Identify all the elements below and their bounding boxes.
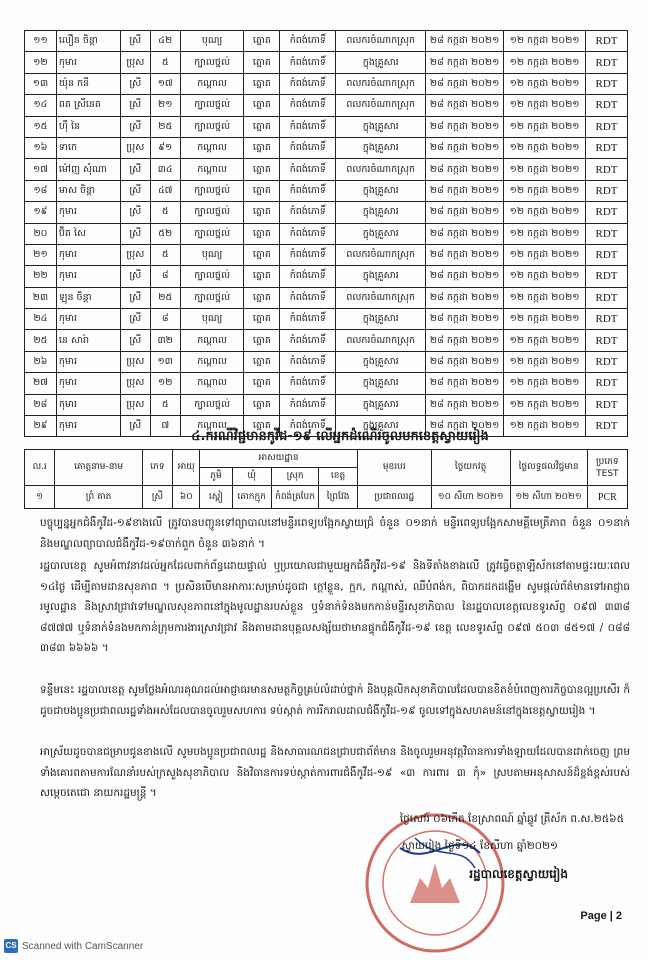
cell-name: ម៉ៅញ សុំណា bbox=[56, 159, 120, 180]
cell-test-type: RDT bbox=[586, 52, 628, 73]
cell-test-type: PCR bbox=[587, 486, 627, 509]
cell-test-type: RDT bbox=[586, 73, 628, 94]
cell-no: ១៨ bbox=[25, 180, 57, 201]
cell-sex: ប្រុស bbox=[120, 394, 150, 415]
cell-name: កុមារ bbox=[56, 309, 120, 330]
table-row bbox=[25, 266, 628, 287]
cell-category: ក្នុងគ្រួសារ bbox=[336, 202, 426, 223]
header-address: អាសយដ្ឋាន bbox=[200, 450, 357, 468]
table-row bbox=[25, 73, 628, 94]
cell-district: កំពង់ភោទិ៍ bbox=[280, 266, 336, 287]
table-row bbox=[25, 116, 628, 137]
header-village: ភូមិ bbox=[200, 468, 232, 486]
cell-category: ក្នុងគ្រួសារ bbox=[336, 223, 426, 244]
cell-occupation: ប្រជាពលរដ្ឋ bbox=[357, 486, 431, 509]
header-name: គោត្តនាម-នាម bbox=[55, 450, 142, 486]
cell-test-type: RDT bbox=[586, 416, 628, 437]
section-4-heading: ៤.ករណីវិជ្ជមានកូវីដ-១៩ លើអ្នកដំណើរចូលមកខេត្តស្វាយរៀង bbox=[191, 429, 489, 444]
cell-category: ក្នុងគ្រួសារ bbox=[336, 416, 426, 437]
cell-age: ៥ bbox=[150, 202, 180, 223]
cell-commune: ត្នោត bbox=[244, 330, 280, 351]
header-test-type bbox=[587, 450, 627, 486]
cell-category: ពលករចំណាកស្រុក bbox=[336, 287, 426, 308]
cell-sex: ស្រី bbox=[120, 223, 150, 244]
traveler-cases-table bbox=[24, 449, 628, 509]
cell-village: ក្បាលថ្នល់ bbox=[180, 223, 244, 244]
cell-no: ២៧ bbox=[25, 373, 57, 394]
cell-sex: ស្រី bbox=[120, 73, 150, 94]
cell-no: ១៧ bbox=[25, 159, 57, 180]
header-test-type-en: TEST bbox=[596, 469, 619, 479]
cell-sample-date: ២៨ កក្កដា ២០២១ bbox=[426, 95, 504, 116]
cell-age: ៣២ bbox=[150, 330, 180, 351]
cell-sample-date: ១០ សីហា ២០២១ bbox=[431, 486, 510, 509]
cell-category: ក្នុងគ្រួសារ bbox=[336, 137, 426, 158]
cell-village: កណ្ដាល bbox=[180, 416, 244, 437]
cases-table-body bbox=[25, 31, 628, 437]
cell-no: ២៨ bbox=[25, 394, 57, 415]
cell-name: កុមារ bbox=[56, 373, 120, 394]
cell-commune: ត្នោត bbox=[244, 180, 280, 201]
header-district: ស្រុក bbox=[271, 468, 319, 486]
cell-village: បុណ្យ bbox=[180, 244, 244, 265]
table-row bbox=[25, 244, 628, 265]
cell-test-type: RDT bbox=[586, 287, 628, 308]
cell-result-date: ១២ កក្កដា ២០២១ bbox=[504, 309, 586, 330]
cell-age: ៧ bbox=[150, 416, 180, 437]
cell-sample-date: ២៨ កក្កដា ២០២១ bbox=[426, 351, 504, 372]
cell-commune: ត្នោត bbox=[244, 202, 280, 223]
cell-result-date: ១២ សីហា ២០២១ bbox=[510, 486, 587, 509]
cell-test-type: RDT bbox=[586, 244, 628, 265]
cell-province: ព្រៃវែង bbox=[319, 486, 357, 509]
cell-sample-date: ២៨ កក្កដា ២០២១ bbox=[426, 330, 504, 351]
cell-district: កំពង់ភោទិ៍ bbox=[280, 244, 336, 265]
cell-category: ពលករចំណាកស្រុក bbox=[336, 244, 426, 265]
cell-commune: ត្នោត bbox=[244, 309, 280, 330]
table-header-row bbox=[25, 450, 628, 468]
cell-sex: ស្រី bbox=[120, 202, 150, 223]
cell-name: កុមារ bbox=[56, 394, 120, 415]
cell-village: កណ្ដាល bbox=[180, 73, 244, 94]
table-row bbox=[25, 309, 628, 330]
cell-sample-date: ២៨ កក្កដា ២០២១ bbox=[426, 159, 504, 180]
cell-sample-date: ២៨ កក្កដា ២០២១ bbox=[426, 52, 504, 73]
cell-district: កំពង់ភោទិ៍ bbox=[280, 394, 336, 415]
cell-sex: ស្រី bbox=[142, 486, 172, 509]
cell-commune: ត្នោត bbox=[244, 394, 280, 415]
cell-category: ក្នុងគ្រួសារ bbox=[336, 116, 426, 137]
cell-test-type: RDT bbox=[586, 159, 628, 180]
cell-district: កំពង់ភោទិ៍ bbox=[280, 330, 336, 351]
cell-commune: ត្នោត bbox=[244, 287, 280, 308]
table-row bbox=[25, 180, 628, 201]
cell-sex: ស្រី bbox=[120, 287, 150, 308]
cell-name: ឡុន ចិន្តា bbox=[56, 287, 120, 308]
cell-name: យ៉ុន កនី bbox=[56, 73, 120, 94]
cell-village: កណ្ដាល bbox=[180, 351, 244, 372]
cell-district: កំពង់ភោទិ៍ bbox=[280, 202, 336, 223]
place-date-line: ស្វាយរៀង ថ្ងៃទី១៤ ខែសីហា ឆ្នាំ២០២១ bbox=[401, 840, 558, 852]
cell-age: ៥ bbox=[150, 52, 180, 73]
cell-no: ១៤ bbox=[25, 95, 57, 116]
cell-age: ១៧ bbox=[150, 73, 180, 94]
table-row bbox=[25, 95, 628, 116]
paragraph-conclusion: អាស្រ័យដូចបានជម្រាបជូនខាងលើ សូមបងប្អូនប្រជាពលរដ្ឋ និងសាធារណជនជ្រាបជាព័ត៌មាន និងចូលរួមអនុវត្តវិធានការទាំងឡាយដែលបានដាក់ចេញ ព្រមទាំងគោរពតាមការណែនាំរបស់ក្រសួងសុខាភិបាល និងវិធានការទប់ស្កាត់ការពារជំងឺកូវីដ-១៩ «៣ ការពារ ៣ កុំ» ស្របតាមអនុសាសន៍ដ៏ខ្ពង់ខ្ពស់របស់សម្ដេចតេជោ នាយករដ្ឋមន្ត្រី ។ bbox=[40, 746, 630, 799]
table-row bbox=[25, 394, 628, 415]
cell-district: កំពង់ភោទិ៍ bbox=[280, 287, 336, 308]
cell-name: ព្រំ គាត bbox=[55, 486, 142, 509]
cell-district: កំពង់ត្របែក bbox=[271, 486, 319, 509]
cell-sample-date: ២៨ កក្កដា ២០២១ bbox=[426, 244, 504, 265]
cell-result-date: ១២ កក្កដា ២០២១ bbox=[504, 351, 586, 372]
cell-village: ក្បាលថ្នល់ bbox=[180, 394, 244, 415]
cell-village: ក្បាលថ្នល់ bbox=[180, 202, 244, 223]
cell-sex: ប្រុស bbox=[120, 351, 150, 372]
cell-commune: ត្នោត bbox=[244, 116, 280, 137]
cell-sex: ស្រី bbox=[120, 266, 150, 287]
cell-no: ២៩ bbox=[25, 416, 57, 437]
cell-age: ៥ bbox=[150, 394, 180, 415]
cell-village: ក្បាលថ្នល់ bbox=[180, 180, 244, 201]
cell-category: ពលករចំណាកស្រុក bbox=[336, 159, 426, 180]
cell-age: ៨ bbox=[150, 309, 180, 330]
cell-village: បុណ្យ bbox=[180, 309, 244, 330]
cell-district: កំពង់ភោទិ៍ bbox=[280, 223, 336, 244]
cell-test-type: RDT bbox=[586, 223, 628, 244]
cell-sample-date: ២៨ កក្កដា ២០២១ bbox=[426, 202, 504, 223]
cell-name: កុមារ bbox=[56, 351, 120, 372]
cell-category: ក្នុងគ្រួសារ bbox=[336, 394, 426, 415]
cell-test-type: RDT bbox=[586, 31, 628, 52]
paragraph-appeal: រដ្ឋបាលខេត្ត សូមអំពាវនាវដល់អ្នកដែលពាក់ព័ន្ធដោយផ្ទាល់ ឬប្រយោលជាមួយអ្នកជំងឺកូវីដ-១៩ និងទីតាំងខាងលើ ត្រូវធ្វើចត្តាឡីស័កនៅតាមផ្ទះរយៈពេល ១៤ថ្ងៃ ដើម្បីតាមដានសុខភាព ។ ប្រសិនបើមានអាការៈសម្រាប់ដូចជា ក្តៅខ្លួន, ក្អក, កណ្តាស់, ឈឺបំពង់ក, ពិបាកដកដង្ហើម សូមផ្តល់ព័ត៌មានទៅអាជ្ញាធរមូលដ្ឋាន និងស្រាវជ្រាវទៅមណ្ឌលសុខភាពនៅក្នុងមូលដ្ឋានរបស់ខ្លួន ឬទំនាក់ទំនងមកកាន់មន្ទីរសុខាភិបាល នៃរដ្ឋបាលខេត្តលេខទូរស័ព្ទ ០៩៧ ៣៣៨ ៨៧៧៧ ឬទំនាក់ទំនងមកកាន់ក្រុមការងារស្រាវជ្រាវ និងតាមដានបុគ្គលសង្ស័យថាមានផ្ទុកជំងឺកូវីដ-១៩ ខេត្ត លេខទូរស័ព្ទ ០៩៧ ៥០៣ ៨៥១៧ / ០៨៨ ៣៨៣ ៦៦៦៦ ។ bbox=[40, 560, 630, 654]
cell-district: កំពង់ភោទិ៍ bbox=[280, 373, 336, 394]
cell-name: ទាកេ bbox=[56, 137, 120, 158]
cell-name: កុមារ bbox=[56, 266, 120, 287]
table-row bbox=[25, 137, 628, 158]
cell-no: ១ bbox=[25, 486, 55, 509]
cell-commune: ត្នោត bbox=[244, 266, 280, 287]
cell-name: មាស ចិន្តា bbox=[56, 180, 120, 201]
cell-commune: ត្នោត bbox=[244, 244, 280, 265]
cases-table bbox=[24, 30, 628, 437]
header-province: ខេត្ត bbox=[319, 468, 357, 486]
cell-no: ២១ bbox=[25, 244, 57, 265]
cell-sex: ស្រី bbox=[120, 330, 150, 351]
cell-no: ២៥ bbox=[25, 330, 57, 351]
scanner-watermark-text: Scanned with CamScanner bbox=[22, 940, 144, 952]
cell-test-type: RDT bbox=[586, 330, 628, 351]
cell-sample-date: ២៨ កក្កដា ២០២១ bbox=[426, 180, 504, 201]
cell-sex: ស្រី bbox=[120, 31, 150, 52]
cell-test-type: RDT bbox=[586, 373, 628, 394]
cell-sex: ប្រុស bbox=[120, 137, 150, 158]
cell-sex: ស្រី bbox=[120, 416, 150, 437]
cell-name: នេ សារ៉ា bbox=[56, 330, 120, 351]
cell-result-date: ១២ កក្កដា ២០២១ bbox=[504, 73, 586, 94]
cell-category: ក្នុងគ្រួសារ bbox=[336, 266, 426, 287]
cell-commune: ត្នោត bbox=[244, 95, 280, 116]
cell-category: ពលករចំណាកស្រុក bbox=[336, 31, 426, 52]
cell-village: កណ្ដាល bbox=[180, 373, 244, 394]
cell-test-type: RDT bbox=[586, 137, 628, 158]
cell-age: ៨ bbox=[150, 266, 180, 287]
cell-commune: ត្នោត bbox=[244, 159, 280, 180]
cell-category: ក្នុងគ្រួសារ bbox=[336, 351, 426, 372]
cell-sample-date: ២៨ កក្កដា ២០២១ bbox=[426, 287, 504, 308]
cell-district: កំពង់ភោទិ៍ bbox=[280, 73, 336, 94]
cell-village: ក្បាលថ្នល់ bbox=[180, 287, 244, 308]
header-test-type-kh: ប្រភេទ bbox=[596, 457, 619, 467]
cell-no: ១១ bbox=[25, 31, 57, 52]
header-result-date: ថ្ងៃលទ្ធផលវិជ្ជមាន bbox=[510, 450, 587, 486]
cell-commune: ត្នោត bbox=[244, 31, 280, 52]
cell-sample-date: ២៨ កក្កដា ២០២១ bbox=[426, 137, 504, 158]
cell-sex: ស្រី bbox=[120, 309, 150, 330]
cell-village: ក្បាលថ្នល់ bbox=[180, 266, 244, 287]
cell-age: ៦០ bbox=[173, 486, 200, 509]
cell-sample-date: ២៨ កក្កដា ២០២១ bbox=[426, 309, 504, 330]
cell-result-date: ១២ កក្កដា ២០២១ bbox=[504, 116, 586, 137]
cell-test-type: RDT bbox=[586, 309, 628, 330]
table-row bbox=[25, 31, 628, 52]
cell-sample-date: ២៨ កក្កដា ២០២១ bbox=[426, 31, 504, 52]
cell-district: កំពង់ភោទិ៍ bbox=[280, 159, 336, 180]
cell-test-type: RDT bbox=[586, 202, 628, 223]
cell-no: ១៩ bbox=[25, 202, 57, 223]
cell-result-date: ១២ កក្កដា ២០២១ bbox=[504, 244, 586, 265]
cell-category: ពលករចំណាកស្រុក bbox=[336, 330, 426, 351]
header-commune: ឃុំ bbox=[232, 468, 271, 486]
table-row bbox=[25, 330, 628, 351]
header-sample-date: ថ្ងៃយកវត្ថុ bbox=[431, 450, 510, 486]
cell-no: ១៣ bbox=[25, 73, 57, 94]
cell-no: ១២ bbox=[25, 52, 57, 73]
cell-age: ២៥ bbox=[150, 287, 180, 308]
cell-district: កំពង់ភោទិ៍ bbox=[280, 416, 336, 437]
cell-sex: ស្រី bbox=[120, 180, 150, 201]
cell-sample-date: ២៨ កក្កដា ២០២១ bbox=[426, 394, 504, 415]
cell-commune: ត្នោត bbox=[244, 52, 280, 73]
cell-category: ក្នុងគ្រួសារ bbox=[336, 373, 426, 394]
cell-sex: ស្រី bbox=[120, 95, 150, 116]
table-row bbox=[25, 223, 628, 244]
cell-commune: ត្នោត bbox=[244, 73, 280, 94]
cell-district: កំពង់ភោទិ៍ bbox=[280, 351, 336, 372]
cell-district: កំពង់ភោទិ៍ bbox=[280, 137, 336, 158]
cell-commune: ត្នោត bbox=[244, 137, 280, 158]
cell-name: កុមារ bbox=[56, 244, 120, 265]
header-no: ល.រ bbox=[25, 450, 55, 486]
cell-result-date: ១២ កក្កដា ២០២១ bbox=[504, 373, 586, 394]
cell-no: ១៦ bbox=[25, 137, 57, 158]
table-row bbox=[25, 202, 628, 223]
cell-no: ២២ bbox=[25, 266, 57, 287]
cell-result-date: ១២ កក្កដា ២០២១ bbox=[504, 223, 586, 244]
cell-district: កំពង់ភោទិ៍ bbox=[280, 95, 336, 116]
cell-result-date: ១២ កក្កដា ២០២១ bbox=[504, 330, 586, 351]
cell-age: ២៥ bbox=[150, 116, 180, 137]
cell-result-date: ១២ កក្កដា ២០២១ bbox=[504, 287, 586, 308]
cell-village: ស្ពៀ bbox=[200, 486, 232, 509]
cell-sample-date: ២៨ កក្កដា ២០២១ bbox=[426, 73, 504, 94]
table-row bbox=[25, 159, 628, 180]
cell-no: ២៦ bbox=[25, 351, 57, 372]
cell-category: ពលករចំណាកស្រុក bbox=[336, 73, 426, 94]
table-row bbox=[25, 287, 628, 308]
cell-category: ក្នុងគ្រួសារ bbox=[336, 52, 426, 73]
cell-name: កុមារ bbox=[56, 202, 120, 223]
cell-commune: ត្នោត bbox=[244, 223, 280, 244]
cell-category: ពលករចំណាកស្រុក bbox=[336, 95, 426, 116]
cell-sample-date: ២៨ កក្កដា ២០២១ bbox=[426, 223, 504, 244]
table-row bbox=[25, 486, 628, 509]
cell-name: លឿន ចិន្តា bbox=[56, 31, 120, 52]
cell-sample-date: ២៨ កក្កដា ២០២១ bbox=[426, 116, 504, 137]
cell-district: កំពង់ភោទិ៍ bbox=[280, 309, 336, 330]
signer-title: រដ្ឋបាលខេត្តស្វាយរៀង bbox=[469, 867, 568, 881]
cell-test-type: RDT bbox=[586, 351, 628, 372]
cell-result-date: ១២ កក្កដា ២០២១ bbox=[504, 95, 586, 116]
table-row bbox=[25, 52, 628, 73]
cell-age: ៩១ bbox=[150, 137, 180, 158]
cell-village: ក្បាលថ្នល់ bbox=[180, 95, 244, 116]
cell-age: ៥២ bbox=[150, 223, 180, 244]
cell-result-date: ១២ កក្កដា ២០២១ bbox=[504, 416, 586, 437]
cell-village: កណ្ដាល bbox=[180, 330, 244, 351]
cell-result-date: ១២ កក្កដា ២០២១ bbox=[504, 266, 586, 287]
cell-sex: ប្រុស bbox=[120, 373, 150, 394]
cell-no: ២៤ bbox=[25, 309, 57, 330]
table-row bbox=[25, 373, 628, 394]
lunar-date-line: ថ្ងៃសៅរ៍ ០៦កើត ខែស្រាពណ៍ ឆ្នាំឆ្លូវ ត្រីស័ក ព.ស.២៥៦៥ bbox=[399, 813, 624, 825]
cell-name: ហ៊ឹ នៃ bbox=[56, 116, 120, 137]
cell-age: ៤២ bbox=[150, 31, 180, 52]
cell-result-date: ១២ កក្កដា ២០២១ bbox=[504, 394, 586, 415]
cell-result-date: ១២ កក្កដា ២០២១ bbox=[504, 159, 586, 180]
paragraph-treatment: បច្ចុប្បន្នអ្នកជំងឺកូវីដ-១៩ខាងលើ ត្រូវបានបញ្ជូនទៅព្យាបាលនៅមន្ទីរពេទ្យបង្អែកស្វាយជ្រំ ចំនួន ០១នាក់ មន្ទីរពេទ្យបង្អែកសាមគ្គីមេត្រីភាព ចំនួន ០១នាក់ និងមណ្ឌលព្យាបាលជំងឺកូវីដ-១៩ចាក់ពួក ចំនួន ៣៦នាក់ ។ bbox=[40, 517, 630, 550]
table-row bbox=[25, 351, 628, 372]
scanner-watermark bbox=[4, 939, 143, 953]
cell-commune: ត្នោត bbox=[244, 351, 280, 372]
cell-district: កំពង់ភោទិ៍ bbox=[280, 52, 336, 73]
cell-no: ២០ bbox=[25, 223, 57, 244]
cell-test-type: RDT bbox=[586, 394, 628, 415]
cell-result-date: ១២ កក្កដា ២០២១ bbox=[504, 31, 586, 52]
header-occupation: មុខរបរ bbox=[357, 450, 431, 486]
cell-name: ពត ស្រីនេត bbox=[56, 95, 120, 116]
cell-sample-date: ២៨ កក្កដា ២០២១ bbox=[426, 416, 504, 437]
camscanner-logo-icon: CS bbox=[4, 939, 18, 953]
cell-category: ក្នុងគ្រួសារ bbox=[336, 180, 426, 201]
cell-village: ក្បាលថ្នល់ bbox=[180, 116, 244, 137]
cell-sex: ស្រី bbox=[120, 159, 150, 180]
cell-village: កណ្ដាល bbox=[180, 137, 244, 158]
cell-age: ៥ bbox=[150, 244, 180, 265]
cell-no: ១៥ bbox=[25, 116, 57, 137]
cell-result-date: ១២ កក្កដា ២០២១ bbox=[504, 202, 586, 223]
cell-sex: ប្រុស bbox=[120, 52, 150, 73]
page-number: Page | 2 bbox=[580, 910, 622, 922]
cell-test-type: RDT bbox=[586, 95, 628, 116]
cell-sex: ស្រី bbox=[120, 116, 150, 137]
cell-sample-date: ២៨ កក្កដា ២០២១ bbox=[426, 266, 504, 287]
paragraph-thanks: ទន្ទឹមនេះ រដ្ឋបាលខេត្ត សូមថ្លែងអំណរគុណដល់អាជ្ញាធរមានសមត្ថកិច្ចគ្រប់លំដាប់ថ្នាក់ និងបុគ្គលិកសុខាភិបាលដែលបានខិតខំបំពេញការកិច្ចបានល្អប្រសើរ ក៏ដូចជាបងប្អូនប្រជាពលរដ្ឋទាំងអស់ដែលបានចូលរួមសហការ ទប់ស្កាត់ ការរីករាលដាលជំងឺកូវីដ-១៩ ចូលទៅក្នុងសហគមន៍នៅក្នុងខេត្តស្វាយរៀង ។ bbox=[40, 684, 630, 717]
cell-age: ១៣ bbox=[150, 351, 180, 372]
cell-district: កំពង់ភោទិ៍ bbox=[280, 180, 336, 201]
cell-commune: គោកក្មុក bbox=[232, 486, 271, 509]
cell-result-date: ១២ កក្កដា ២០២១ bbox=[504, 137, 586, 158]
cell-age: ៤៧ bbox=[150, 180, 180, 201]
cell-village: កណ្ដាល bbox=[180, 159, 244, 180]
cell-sample-date: ២៨ កក្កដា ២០២១ bbox=[426, 373, 504, 394]
cell-result-date: ១២ កក្កដា ២០២១ bbox=[504, 180, 586, 201]
cell-commune: ត្នោត bbox=[244, 373, 280, 394]
cell-category: ក្នុងគ្រួសារ bbox=[336, 309, 426, 330]
header-age: អាយុ bbox=[173, 450, 200, 486]
cell-sex: ប្រុស bbox=[120, 244, 150, 265]
cell-age: ១២ bbox=[150, 373, 180, 394]
cell-district: កំពង់ភោទិ៍ bbox=[280, 116, 336, 137]
cell-name: ប៊ិត សៃ bbox=[56, 223, 120, 244]
header-sex: ភេទ bbox=[142, 450, 172, 486]
cell-name: កុមារ bbox=[56, 52, 120, 73]
cell-age: ៣៤ bbox=[150, 159, 180, 180]
cell-test-type: RDT bbox=[586, 266, 628, 287]
cell-village: ក្បាលថ្នល់ bbox=[180, 52, 244, 73]
cell-no: ២៣ bbox=[25, 287, 57, 308]
cell-commune: ត្នោត bbox=[244, 416, 280, 437]
cell-village: បុណ្យ bbox=[180, 31, 244, 52]
cell-name: កុមារ bbox=[56, 416, 120, 437]
cell-district: កំពង់ភោទិ៍ bbox=[280, 31, 336, 52]
cell-test-type: RDT bbox=[586, 180, 628, 201]
cell-result-date: ១២ កក្កដា ២០២១ bbox=[504, 52, 586, 73]
cell-test-type: RDT bbox=[586, 116, 628, 137]
cell-age: ២១ bbox=[150, 95, 180, 116]
